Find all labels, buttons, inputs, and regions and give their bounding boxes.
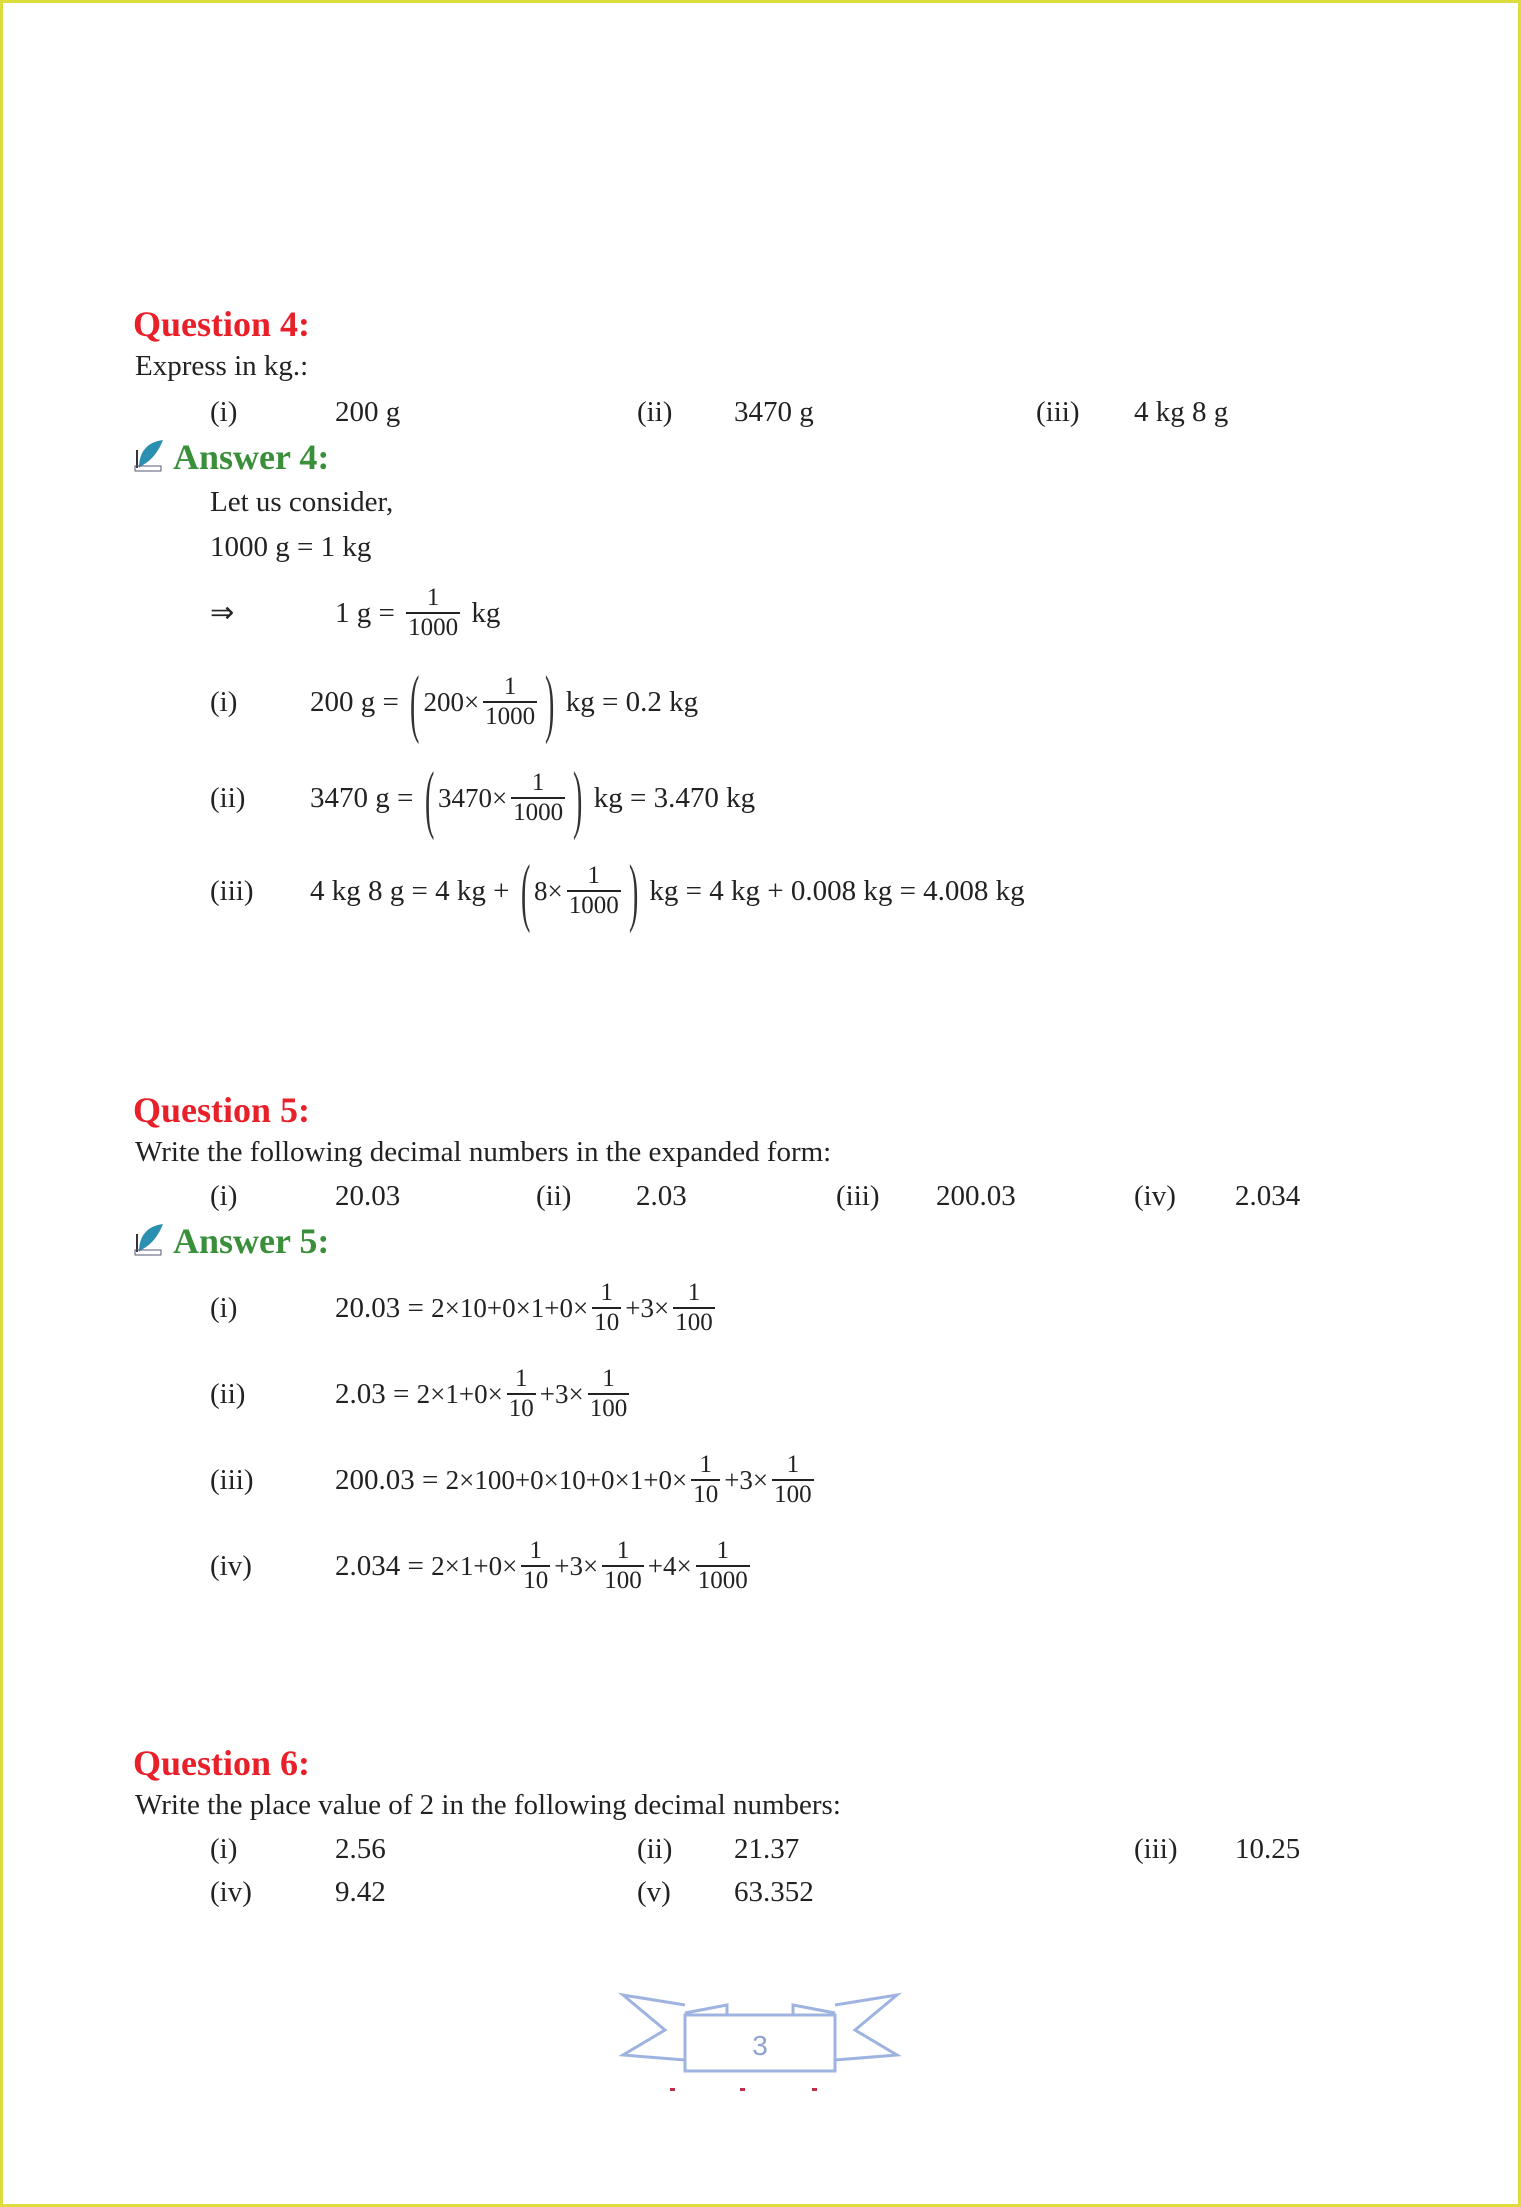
q5-item-label: (i) [210,1180,238,1212]
question-6-prompt: Write the place value of 2 in the following decimal numbers: [135,1789,841,1821]
fraction-numerator: 1 [716,1537,729,1564]
question-5-title: Question 5: [133,1090,311,1130]
math-expression: 200× [423,686,480,717]
answer-4-intro: Let us consider, [210,486,394,518]
math-expression: 2×10+0×1+0× [431,1292,589,1323]
page-number-banner [615,1985,905,2095]
right-parenthesis: ) [545,659,555,745]
fraction-denominator: 100 [589,1395,628,1422]
fraction-numerator: 1 [699,1451,712,1478]
fraction-denominator: 100 [604,1567,642,1594]
q6-item-value: 63.352 [734,1876,814,1908]
q6-item-label: (ii) [637,1833,673,1865]
fraction [602,1537,644,1595]
math-expression: +3× [625,1292,670,1323]
question-4-title: Question 4: [133,304,311,344]
math-expression: +3× [554,1550,599,1581]
fraction-denominator: 1000 [568,892,619,919]
answer-4-step-equation [310,755,756,841]
page-number: 3 [752,2030,768,2061]
answer-5-step-label: (ii) [210,1378,246,1410]
math-expression: +4× [647,1550,692,1581]
q4-item-value: 200 g [335,396,401,428]
q4-item-label: (iii) [1036,396,1080,428]
q6-item-value: 21.37 [734,1833,800,1865]
equation-text: kg = 0.2 kg [558,685,699,718]
question-4-prompt: Express in kg.: [135,350,309,382]
fraction [507,1365,536,1423]
answer-4-step-equation [335,573,500,653]
fraction [592,1279,621,1337]
tiwari-logo-icon [133,1222,167,1256]
fraction-denominator: 10 [523,1567,549,1594]
fraction-denominator: 10 [594,1309,620,1336]
right-parenthesis: ) [573,755,583,841]
math-expression: 2×1+0× [431,1550,518,1581]
answer-5-step-label: (i) [210,1292,238,1324]
q5-item-value: 20.03 [335,1180,401,1212]
q4-item-value: 3470 g [734,396,814,428]
fraction-denominator: 1000 [697,1567,748,1594]
fraction [511,769,565,827]
answer-5-step-label: (iv) [210,1550,252,1582]
equation-text: kg [464,596,501,629]
fraction-denominator: 1000 [485,703,536,730]
equation-text: kg = 3.470 kg [586,781,756,814]
fraction-numerator: 1 [426,584,440,611]
math-expression: +3× [724,1464,769,1495]
q5-item-value: 2.034 [1235,1180,1301,1212]
fraction [521,1537,550,1595]
equation-text: 200.03 = [335,1463,446,1496]
q6-item-value: 2.56 [335,1833,386,1865]
fraction-numerator: 1 [587,862,601,889]
tiwari-logo-icon [133,438,167,472]
answer-4-fact: 1000 g = 1 kg [210,531,372,563]
q5-item-value: 2.03 [636,1180,687,1212]
q6-item-label: (v) [637,1876,671,1908]
equation-text: 20.03 = [335,1291,432,1324]
answer-4-step-label: (i) [210,686,238,718]
fraction-numerator: 1 [531,769,545,796]
fraction [406,584,460,642]
answer-4-step-label: (iii) [210,875,254,907]
q5-item-label: (iv) [1134,1180,1176,1212]
fraction [691,1451,720,1509]
question-5-prompt: Write the following decimal numbers in the expanded form: [135,1136,832,1168]
fraction [483,673,537,731]
answer-5-step-equation [335,1354,633,1434]
q4-item-label: (ii) [637,396,673,428]
fraction-denominator: 100 [774,1481,812,1508]
equation-text: kg = 4 kg + 0.008 kg = 4.008 kg [642,874,1025,907]
fraction-numerator: 1 [687,1279,701,1306]
fraction-denominator: 10 [508,1395,534,1422]
math-expression: 2×1+0× [416,1378,503,1409]
q6-item-label: (i) [210,1833,238,1865]
answer-4-step-equation [310,659,699,745]
equation-text: 1 g = [335,596,403,629]
math-expression: 3470× [437,782,508,813]
fraction-denominator: 1000 [513,799,564,826]
q4-item-label: (i) [210,396,238,428]
fraction-numerator: 1 [602,1365,615,1392]
left-parenthesis: ( [520,848,531,934]
equation-text: 200 g = [310,685,407,718]
math-expression: +3× [539,1378,584,1409]
fraction [588,1365,630,1423]
equation-text: 2.03 = [335,1377,417,1410]
answer-5-step-label: (iii) [210,1464,254,1496]
equation-text: 3470 g = [310,781,421,814]
answer-4-step-label: ⇒ [210,597,235,629]
equation-text: 4 kg 8 g = 4 kg + [310,874,517,907]
answer-4-step-label: (ii) [210,782,246,814]
q6-item-value: 10.25 [1235,1833,1301,1865]
equation-text: 2.034 = [335,1549,432,1582]
math-expression: 8× [534,875,563,906]
fraction [696,1537,750,1595]
q5-item-label: (iii) [836,1180,880,1212]
answer-5-step-equation [335,1440,818,1520]
fraction [772,1451,814,1509]
answer-5-step-equation [335,1526,754,1606]
left-parenthesis: ( [424,755,434,841]
fraction [673,1279,715,1337]
fraction-numerator: 1 [600,1279,613,1306]
fraction-numerator: 1 [503,673,517,700]
answer-5-title: Answer 5: [173,1221,330,1261]
fraction-denominator: 1000 [408,614,459,641]
answer-4-step-equation [310,848,1025,934]
q6-item-label: (iv) [210,1876,252,1908]
fraction-denominator: 100 [675,1309,713,1336]
fraction-numerator: 1 [616,1537,630,1564]
fraction [567,862,621,920]
q4-item-value: 4 kg 8 g [1134,396,1229,428]
fraction-numerator: 1 [515,1365,528,1392]
left-parenthesis: ( [410,659,420,745]
q5-item-value: 200.03 [936,1180,1016,1212]
math-expression: 2×100+0×10+0×1+0× [445,1464,688,1495]
right-parenthesis: ) [628,848,639,934]
answer-4-title: Answer 4: [173,437,330,477]
fraction-numerator: 1 [786,1451,800,1478]
question-6-title: Question 6: [133,1743,311,1783]
answer-5-step-equation [335,1268,719,1348]
fraction-denominator: 10 [693,1481,719,1508]
q6-item-label: (iii) [1134,1833,1178,1865]
fraction-numerator: 1 [529,1537,543,1564]
q5-item-label: (ii) [536,1180,572,1212]
q6-item-value: 9.42 [335,1876,386,1908]
